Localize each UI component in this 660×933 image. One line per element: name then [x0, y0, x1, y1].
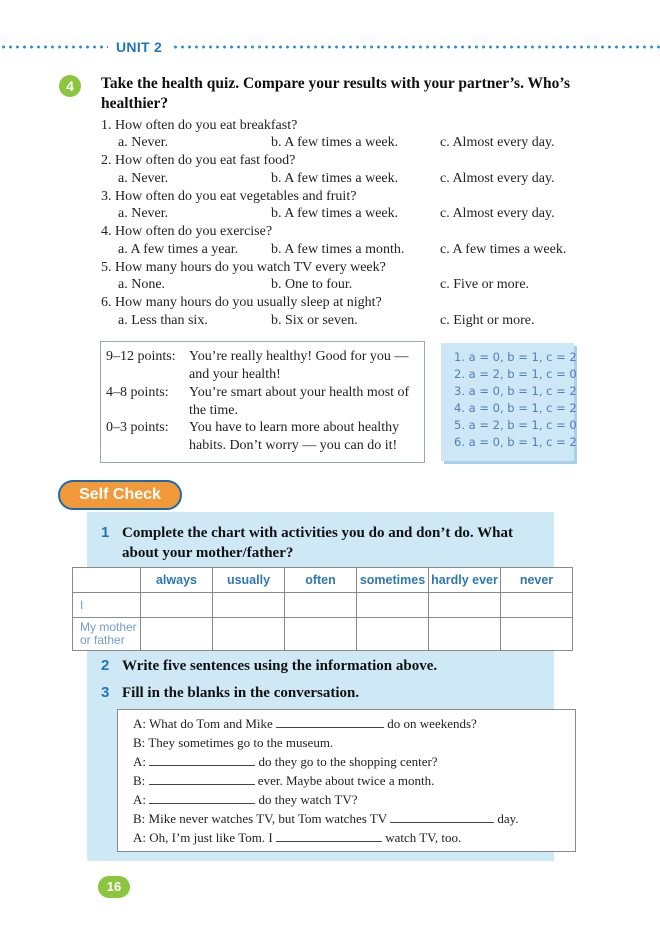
option-c: c. Almost every day. [440, 171, 555, 186]
chart-cell[interactable] [213, 618, 285, 651]
chart-header: never [501, 568, 573, 593]
conversation-line [133, 792, 358, 808]
line-text: ever. Maybe about twice a month. [257, 773, 435, 788]
chart-row [73, 618, 573, 651]
speaker: A: [133, 830, 146, 845]
option-c: c. A few times a week. [440, 242, 567, 257]
line-text: Oh, I’m just like Tom. I [149, 830, 273, 845]
line-text: do they go to the shopping center? [258, 754, 438, 769]
unit-label: UNIT 2 [116, 39, 163, 55]
fill-blank[interactable] [149, 754, 255, 766]
result-text: You’re smart about your health most of the time. [189, 385, 410, 418]
option-c: c. Eight or more. [440, 313, 535, 328]
task-instruction: Write five sentences using the information above. [122, 658, 438, 674]
chart-cell[interactable] [285, 618, 357, 651]
chart-cell[interactable] [357, 593, 429, 618]
task-instruction: Fill in the blanks in the conversation. [122, 685, 360, 701]
chart-row [73, 593, 573, 618]
page-number: 16 [98, 876, 130, 898]
key-line: 1. a = 0, b = 1, c = 2 [454, 350, 577, 364]
chart-cell[interactable] [429, 593, 501, 618]
result-label: 0–3 points: [106, 420, 169, 435]
result-text: You have to learn more about healthy habits. Don’t worry — you can do it! [189, 420, 400, 453]
option-a: a. Less than six. [118, 313, 208, 328]
task-instruction: Complete the chart with activities you do and don’t do. What about your mother/father? [122, 525, 513, 561]
chart-corner-cell [73, 568, 141, 593]
result-label: 4–8 points: [106, 385, 169, 400]
option-b: b. One to four. [271, 277, 353, 292]
question: 5. How many hours do you watch TV every week? [101, 260, 386, 275]
key-line: 3. a = 0, b = 1, c = 2 [454, 384, 577, 398]
conversation-line [133, 830, 461, 846]
result-label: 9–12 points: [106, 349, 176, 364]
option-b: b. A few times a week. [271, 171, 399, 186]
option-a: a. A few times a year. [118, 242, 239, 257]
fill-blank[interactable] [149, 773, 255, 785]
speaker: A: [133, 754, 146, 769]
chart-cell[interactable] [213, 593, 285, 618]
line-text: watch TV, too. [385, 830, 462, 845]
option-b: b. A few times a week. [271, 206, 399, 221]
option-a: a. Never. [118, 206, 169, 221]
option-c: c. Almost every day. [440, 206, 555, 221]
chart-header: usually [213, 568, 285, 593]
exercise-number-badge: 4 [59, 75, 81, 97]
option-c: c. Almost every day. [440, 135, 555, 150]
chart-header: often [285, 568, 357, 593]
key-line: 2. a = 2, b = 1, c = 0 [454, 367, 577, 381]
question: 3. How often do you eat vegetables and fruit? [101, 189, 357, 204]
chart-cell[interactable] [501, 618, 573, 651]
line-text: What do Tom and Mike [149, 716, 273, 731]
conversation-line [133, 754, 438, 770]
key-line: 4. a = 0, b = 1, c = 2 [454, 401, 577, 415]
speaker: B: [133, 735, 146, 750]
chart-header: always [141, 568, 213, 593]
chart-header-row [73, 568, 573, 593]
result-text: You’re really healthy! Good for you — and your health! [189, 349, 409, 382]
header-dots-right [172, 45, 660, 49]
conversation-line [133, 716, 477, 732]
option-b: b. A few times a week. [271, 135, 399, 150]
option-b: b. Six or seven. [271, 313, 358, 328]
option-a: a. Never. [118, 171, 169, 186]
conversation-line [133, 811, 519, 827]
task-number: 3 [101, 684, 110, 701]
chart-cell[interactable] [501, 593, 573, 618]
key-line: 6. a = 0, b = 1, c = 2 [454, 435, 577, 449]
line-text: do they watch TV? [258, 792, 358, 807]
option-a: a. Never. [118, 135, 169, 150]
key-line: 5. a = 2, b = 1, c = 0 [454, 418, 577, 432]
activity-chart [72, 567, 573, 651]
header-dots-left [0, 45, 108, 49]
chart-cell[interactable] [141, 618, 213, 651]
chart-header: hardly ever [429, 568, 501, 593]
conversation-box [117, 709, 576, 852]
fill-blank[interactable] [276, 716, 384, 728]
question: 4. How often do you exercise? [101, 224, 273, 239]
option-b: b. A few times a month. [271, 242, 405, 257]
speaker: A: [133, 792, 146, 807]
self-check-title: Self Check [79, 486, 161, 503]
chart-header: sometimes [357, 568, 429, 593]
speaker: B: [133, 773, 146, 788]
fill-blank[interactable] [276, 830, 382, 842]
conversation-line [133, 735, 333, 751]
fill-blank[interactable] [390, 811, 494, 823]
conversation-line [133, 773, 434, 789]
question: 2. How often do you eat fast food? [101, 153, 296, 168]
task-number: 1 [101, 524, 110, 541]
chart-cell[interactable] [429, 618, 501, 651]
question: 1. How often do you eat breakfast? [101, 118, 298, 133]
chart-cell[interactable] [357, 618, 429, 651]
chart-cell[interactable] [285, 593, 357, 618]
line-text: do on weekends? [387, 716, 477, 731]
results-box [100, 341, 425, 463]
option-a: a. None. [118, 277, 166, 292]
exercise-title: Take the health quiz. Compare your results with your partner’s. Who’s healthier? [101, 75, 571, 112]
line-text: They sometimes go to the museum. [148, 735, 334, 750]
chart-cell[interactable] [141, 593, 213, 618]
task-number: 2 [101, 657, 110, 674]
chart-row-label: I [73, 593, 141, 618]
line-text: day. [497, 811, 519, 826]
fill-blank[interactable] [149, 792, 255, 804]
chart-row-label: My mother or father [73, 618, 141, 651]
question: 6. How many hours do you usually sleep at night? [101, 295, 382, 310]
speaker: A: [133, 716, 146, 731]
speaker: B: [133, 811, 146, 826]
self-check-badge [58, 480, 182, 510]
scoring-key [441, 343, 577, 461]
line-text: Mike never watches TV, but Tom watches TV [148, 811, 387, 826]
option-c: c. Five or more. [440, 277, 530, 292]
